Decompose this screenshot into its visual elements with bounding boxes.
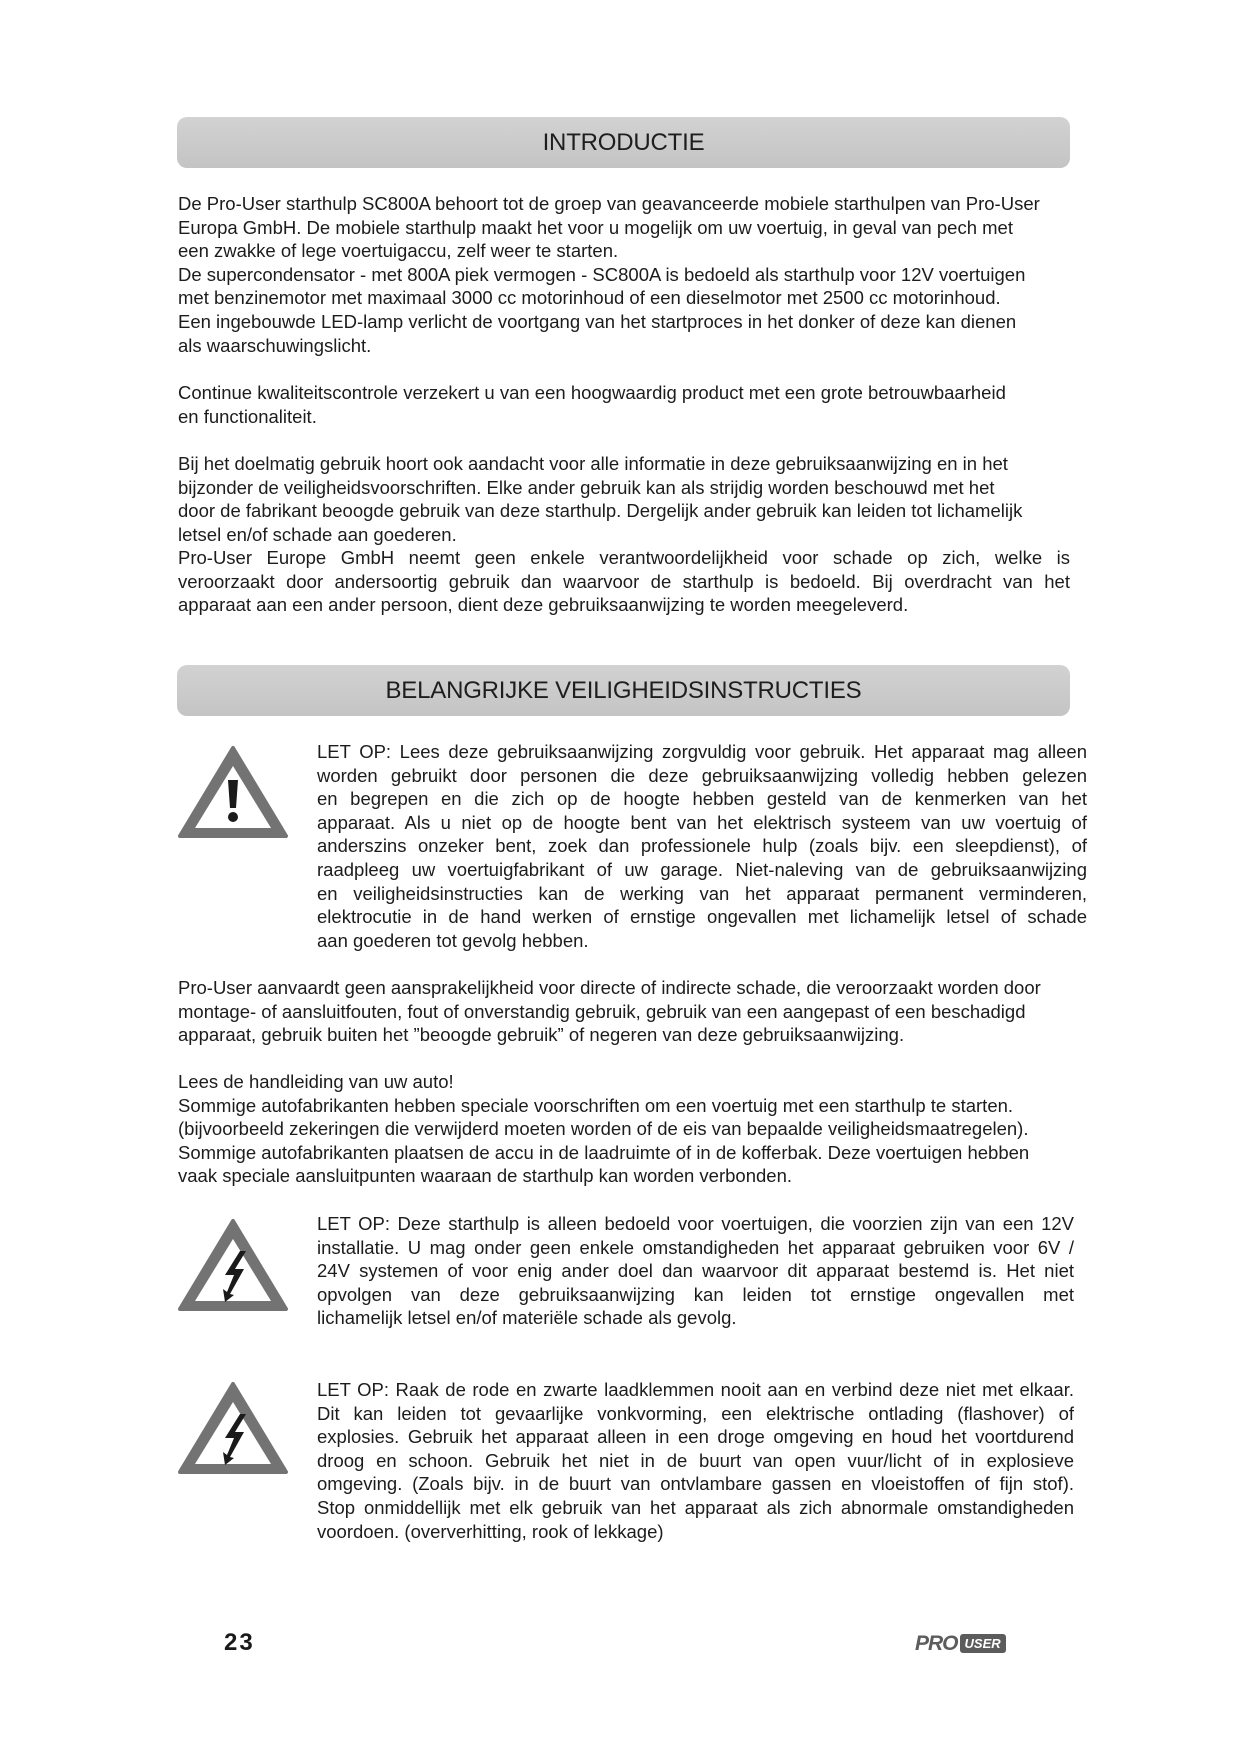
text-line: en begrepen en die zich op de hoogte hebben gesteld van de kenmerken van het <box>317 788 1087 810</box>
text-line: raadpleeg uw voertuigfabrikant of uw garage. Niet-naleving van de gebruiksaanwijzing <box>317 858 1087 880</box>
text-line: Dit kan leiden tot gevaarlijke vonkvorming, een elektrische ontlading (flashover) of <box>317 1402 1074 1424</box>
text-line: De Pro-User starthulp SC800A behoort tot de groep van geavanceerde mobiele starthulpen van Pro-User <box>178 193 1040 214</box>
text-line: installatie. U mag onder geen enkele omstandigheden het apparaat gebruiken voor 6V / <box>317 1236 1074 1258</box>
page-number: 23 <box>224 1629 255 1656</box>
intro-paragraph-3 <box>178 452 1070 546</box>
text-line: montage- of aansluitfouten, fout of onverstandig gebruik, gebruik van een aangepast of een beschadigd <box>178 1000 1026 1022</box>
text-line: voordoen. (oververhitting, rook of lekkage) <box>317 1520 664 1542</box>
text-line: Sommige autofabrikanten hebben speciale voorschriften om een voertuig met een starthulp te starten. <box>178 1094 1014 1116</box>
text-line: apparaat aan een ander persoon, dient deze gebruiksaanwijzing te worden meegeleverd. <box>178 594 909 616</box>
prouser-logo <box>915 1633 1006 1654</box>
text-line: Europa GmbH. De mobiele starthulp maakt het voor u mogelijk om uw voertuig, in geval van pech met <box>178 216 1013 238</box>
warning-lightning-icon <box>177 1218 289 1312</box>
text-line: en veiligheidsinstructies kan de werking van het apparaat permanent verminderen, <box>317 882 1087 904</box>
text-line: Continue kwaliteitscontrole verzekert u van een hoogwaardig product met een grote betrouwbaarheid <box>178 382 1006 403</box>
intro-paragraph-2 <box>178 381 1070 428</box>
text-line: Bij het doelmatig gebruik hoort ook aandacht voor alle informatie in deze gebruiksaanwijzing en in het <box>178 453 1008 474</box>
safety-heading: BELANGRIJKE VEILIGHEIDSINSTRUCTIES <box>385 676 862 704</box>
text-line: apparaat. Als u niet op de hoogte bent van het elektrisch systeem van uw voertuig of <box>317 811 1087 833</box>
text-line: LET OP: Deze starthulp is alleen bedoeld voor voertuigen, die voorzien zijn van een 12V <box>317 1213 1074 1234</box>
text-line: explosies. Gebruik het apparaat alleen in een droge omgeving en houd het voortdurend <box>317 1426 1074 1448</box>
text-line: en functionaliteit. <box>178 405 317 427</box>
text-line: elektrocutie in de hand werken of ernstige ongevallen met lichamelijk letsel of schade <box>317 906 1087 928</box>
text-line: letsel en/of schade aan goederen. <box>178 523 457 545</box>
text-line: bijzonder de veiligheidsvoorschriften. Elke ander gebruik kan als strijdig worden beschouwd met het <box>178 476 995 498</box>
text-line: Pro-User aanvaardt geen aansprakelijkheid voor directe of indirecte schade, die veroorzaakt worden door <box>178 977 1041 998</box>
text-line: worden gebruikt door personen die deze gebruiksaanwijzing volledig hebben gelezen <box>317 764 1087 786</box>
text-line: Sommige autofabrikanten plaatsen de accu in de laadruimte of in de kofferbak. Deze voertuigen hebben <box>178 1141 1030 1163</box>
text-line: opvolgen van deze gebruiksaanwijzing kan leiden tot ernstige ongevallen met <box>317 1283 1074 1305</box>
intro-paragraph-4 <box>178 546 1070 617</box>
text-line: (bijvoorbeeld zekeringen die verwijderd moeten worden of de eis van bepaalde veiligheidsmaatregelen). <box>178 1118 1029 1140</box>
text-line: Lees de handleiding van uw auto! <box>178 1071 454 1092</box>
warning-lightning-icon <box>177 1381 289 1475</box>
text-line: omgeving. (Zoals bijv. in de buurt van ontvlambare gassen en vloeistoffen of fijn stof). <box>317 1473 1074 1495</box>
logo-pro-text: PRO <box>915 1632 958 1655</box>
text-line: De supercondensator - met 800A piek vermogen - SC800A is bedoeld als starthulp voor 12V voertuigen <box>178 263 1026 285</box>
warning-1-text <box>317 740 1087 952</box>
text-line: Stop onmiddellijk met elk gebruik van het apparaat als zich abnormale omstandigheden <box>317 1496 1074 1518</box>
intro-heading: INTRODUCTIE <box>542 128 705 156</box>
intro-heading-bar <box>177 117 1070 168</box>
text-line: droog en schoon. Gebruik het niet in de buurt van open vuur/licht of in explosieve <box>317 1449 1074 1471</box>
text-line: anderszins onzeker bent, zoek dan professionele hulp (zoals bijv. een sleepdienst), of <box>317 835 1087 857</box>
text-line: LET OP: Lees deze gebruiksaanwijzing zorgvuldig voor gebruik. Het apparaat mag alleen <box>317 741 1087 762</box>
liability-paragraph <box>178 976 1070 1047</box>
text-line: Pro-User Europe GmbH neemt geen enkele verantwoordelijkheid voor schade op zich, welke is <box>178 547 1070 568</box>
text-line: een zwakke of lege voertuigaccu, zelf weer te starten. <box>178 240 619 262</box>
logo-user-text: USER <box>960 1634 1006 1653</box>
warning-exclamation-icon <box>177 745 289 839</box>
text-line: door de fabrikant beoogde gebruik van deze starthulp. Dergelijk ander gebruik kan leiden tot lichamelijk <box>178 500 1023 522</box>
text-line: met benzinemotor met maximaal 3000 cc motorinhoud of een dieselmotor met 2500 cc motorinhoud. <box>178 287 1001 309</box>
safety-heading-bar <box>177 665 1070 716</box>
intro-paragraph-1 <box>178 192 1070 357</box>
text-line: lichamelijk letsel en/of materiële schade als gevolg. <box>317 1307 737 1329</box>
warning-3-text <box>317 1378 1074 1543</box>
text-line: LET OP: Raak de rode en zwarte laadklemmen nooit aan en verbind deze niet met elkaar. <box>317 1379 1074 1400</box>
text-line: 24V systemen of voor enig ander doel dan waarvoor dit apparaat bestemd is. Het niet <box>317 1260 1074 1282</box>
text-line: als waarschuwingslicht. <box>178 334 372 356</box>
text-line: aan goederen tot gevolg hebben. <box>317 929 589 951</box>
text-line: veroorzaakt door andersoortig gebruik dan waarvoor de starthulp is bedoeld. Bij overdracht van het <box>178 570 1070 592</box>
car-manual-paragraph <box>178 1070 1070 1188</box>
text-line: Een ingebouwde LED-lamp verlicht de voortgang van het startproces in het donker of deze kan dienen <box>178 310 1017 332</box>
text-line: vaak speciale aansluitpunten waaraan de starthulp kan worden verbonden. <box>178 1165 792 1187</box>
text-line: apparaat, gebruik buiten het ”beoogde gebruik” of negeren van deze gebruiksaanwijzing. <box>178 1024 905 1046</box>
warning-2-text <box>317 1212 1074 1330</box>
